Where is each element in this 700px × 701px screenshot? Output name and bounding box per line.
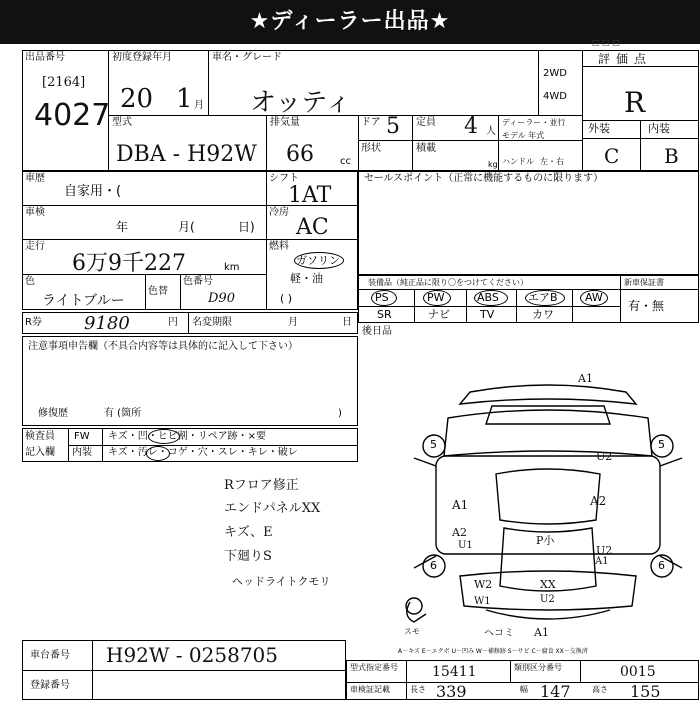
equip-airbag: エアB [528,291,558,304]
warranty-value: 有・無 [628,299,665,313]
recycle-label: R券 [25,317,42,328]
shaken-month: 月( [178,220,195,234]
type-number-value: 15411 [432,664,477,680]
displacement-value: 66 [286,142,314,167]
shaken-year: 年 [116,220,129,234]
handle-label: ハンドル [502,157,534,166]
interior-value: B [664,144,679,168]
sales-point-box [358,171,699,275]
repair-label: 修復歴 [38,408,68,419]
name-change-month: 月 [288,317,298,328]
car-history-label: 車歴 [25,173,45,184]
stain-circle [146,446,170,461]
inspector-row2-head: 内装 [72,447,92,458]
height-label: 高さ [592,685,608,694]
inspector-label1: 検査員 [25,431,55,442]
comment-3: キズ、E [224,525,273,540]
lot-label: 出品番号 [25,52,65,63]
mark-5: A2 [452,526,467,539]
shift-label: シフト [269,173,299,184]
shift-value: 1AT [288,183,332,208]
mark-10: XX [540,578,556,591]
mark-3: A2 [590,494,607,508]
mark-14: A1 [595,556,609,567]
chassis-label: 車台番号 [30,650,70,661]
plate-label: 登録番号 [30,680,70,691]
load-unit: kg [488,160,498,169]
mark-8: U2 [596,544,613,557]
repair-value: 有 (箇所 [104,408,142,419]
drive-4wd: 4WD [543,91,567,102]
registration-month-unit: 月 [194,100,204,111]
warranty-label: 新車保証書 [624,278,664,287]
score-value: R [624,86,646,119]
equip-sr: SR [377,308,392,321]
mark-15: ヘコミ [484,628,514,639]
sales-point-label: セールスポイント（正常に機能するものに限ります） [364,173,604,184]
car-history-value: 自家用・( [64,184,122,199]
lot-code: [2164] [42,75,86,90]
exterior-label: 外装 [588,122,610,135]
equip-ps: PS [375,291,389,304]
recycle-unit: 円 [168,317,178,328]
color-label: 色 [25,276,35,287]
width-value: 147 [540,682,571,701]
inspector-row2-items: キズ・汚レ・コゲ・穴・スレ・キレ・破レ [108,447,298,458]
equip-airbag-circle [525,290,565,306]
rear-seat-label: 後日品 [362,326,392,337]
doors-label: ドア [361,117,381,128]
type-value: DBA - H92W [116,142,257,167]
tire-rear-left: 6 [430,559,437,572]
seats-label: 定員 [416,117,436,128]
mark-4: A1 [452,498,469,512]
equip-tv: TV [480,308,495,321]
mark-9: W2 [474,578,493,591]
fuel-gas-circle [294,252,344,269]
shaken-day: 日) [238,220,255,234]
comment-2: エンドパネルXX [224,501,321,516]
corner-note: □ □ □ [592,38,620,47]
notes-label: 注意事項申告欄（不具合内容等は具体的に記入して下さい） [28,341,298,352]
seats-value: 4 [464,114,478,139]
comment-4: 下廻りS [224,549,272,564]
mark-1: A1 [578,372,593,385]
mileage-value: 6万9千227 [72,251,186,276]
type-label: 型式 [112,117,132,128]
equip-navi: ナビ [428,308,450,321]
tire-front-left: 5 [430,438,437,451]
name-change-day: 日 [342,317,352,328]
mileage-label: 走行 [25,241,45,252]
color-value: ライトブルー [42,293,125,309]
mark-12: W1 [474,596,491,607]
exterior-value: C [604,144,620,168]
equipment-label: 装備品（純正品に限り〇をつけてください） [368,278,528,287]
fuel-gas: ガソリン [296,254,340,267]
mark-16: スモ [404,627,420,636]
registration-label: 初度登録年月 [112,52,172,63]
fuel-label: 燃料 [269,241,289,252]
class-number-value: 0015 [620,664,656,680]
drive-2wd: 2WD [543,68,567,79]
inspector-label2: 記入欄 [25,447,55,458]
length-value: 339 [436,682,467,701]
mileage-unit: km [224,262,240,273]
equip-aw-circle [580,290,608,306]
model-value: オッティ [250,88,352,118]
displacement-unit: cc [340,156,351,167]
dealer-banner: ★ディーラー出品★ [0,0,700,44]
legend: A－キズ E－エクボ U－凹み W－補修跡 S－サビ C－腐食 XX－交換済 [398,648,588,655]
name-change-label: 名変期限 [192,317,232,328]
seats-unit: 人 [486,126,496,137]
interior-label: 内装 [648,122,670,135]
dealer-label: ディーラー・並行 [502,118,566,127]
dent-circle [148,429,180,444]
doors-value: 5 [386,114,400,139]
registration-year-prefix: 20 [120,84,154,114]
equip-pw: PW [427,291,445,304]
height-value: 155 [630,682,661,701]
size-label: 車検証記載 [350,685,390,694]
comment-5: ヘッドライトクモリ [232,575,331,588]
mark-6: U1 [458,540,473,551]
inspector-row1-items: キズ・凹・ヒビ割・リペア跡・×要 [108,431,266,442]
recycle-value: 9180 [84,313,130,334]
equip-abs-circle [474,290,508,306]
ac-label: 冷房 [269,207,289,218]
inspector-row1-head: FW [74,431,90,442]
shape-label: 形状 [361,143,381,154]
equip-aw: AW [585,291,603,304]
equip-ps-circle [371,290,397,306]
mark-13: A1 [534,626,549,639]
type-number-label: 型式指定番号 [350,663,398,672]
recycle-row [22,312,358,334]
handle-options: 左・右 [540,157,564,166]
displacement-label: 排気量 [270,117,300,128]
registration-month: 1 [176,84,193,114]
color-code-value: D90 [208,291,235,306]
comment-1: Rフロア修正 [224,478,299,493]
model-year-label: モデル 年式 [502,131,545,140]
lot-number: 4027 [34,98,111,133]
tire-rear-right: 6 [658,559,665,572]
equip-pw-circle [423,290,451,306]
ac-value: AC [296,215,329,240]
score-label: 評価点 [598,52,653,66]
color-change-label: 色替 [148,286,168,297]
model-label: 車名・グレード [212,52,282,63]
color-paren: ( ) [280,292,293,305]
equip-abs: ABS [477,291,499,304]
color-code-label: 色番号 [183,276,213,287]
length-label: 長さ [410,685,426,694]
fuel-light-oil: 軽・油 [290,272,323,285]
tire-front-right: 5 [658,438,665,451]
load-label: 積載 [416,143,436,154]
chassis-value: H92W - 0258705 [106,643,278,667]
mark-11: U2 [540,594,555,605]
mark-2: U2 [596,450,613,463]
width-label: 幅 [520,685,528,694]
shaken-label: 車検 [25,207,45,218]
repair-close: ) [338,408,342,419]
mark-7: P小 [536,534,555,547]
class-number-label: 類別区分番号 [514,663,562,672]
equip-leather: カワ [532,308,554,321]
